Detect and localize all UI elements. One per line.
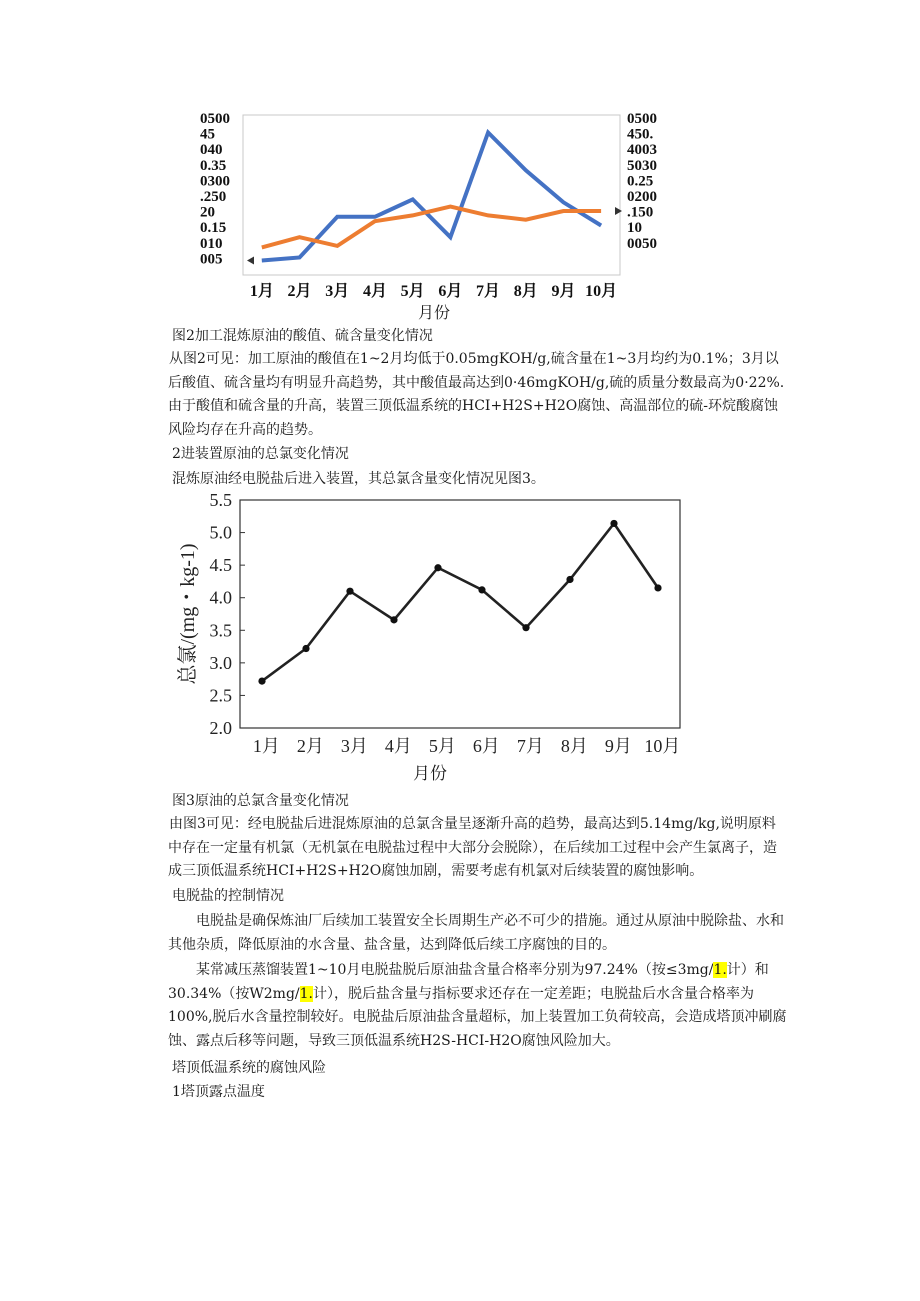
paragraph-1: 从图2可见：加工原油的酸值在1~2月均低于0.05mgKOH/g,硫含量在1~3月均约为0.1%；3月以后酸值、硫含量均有明显升高趋势，其中酸值最高达到0·46mgKOH/g,硫的质量分数最高为0·22%.由于酸值和硫含量的升高，装置三顶低温系统的HCI+H2S+H2O腐蚀、高温部位的硫-环烷酸腐蚀风险均存在升高的趋势。 [168,351,785,438]
fig3-data-point [522,624,529,631]
fig3-series-line [262,524,658,682]
heading-section-2: 2进装置原油的总氯变化情况 [172,446,349,462]
fig3-data-point [346,588,353,595]
fig2-right-tick-label: 0500 [627,111,657,127]
fig3-y-tick-label: 4.0 [209,587,232,608]
fig3-y-tick-label: 3.0 [209,652,232,673]
fig3-data-point [302,645,309,652]
fig3-y-tick-label: 5.0 [209,522,232,543]
fig3-x-tick-label: 10月 [644,736,681,756]
fig3-x-tick-label: 8月 [560,736,588,756]
heading-electric-desalting: 电脱盐的控制情况 [172,888,284,904]
fig2-left-tick-label: 010 [200,235,223,252]
fig2-right-arrow [615,207,622,215]
fig2-left-tick-label: 0.15 [200,220,227,237]
fig3-y-tick-label: 2.0 [209,718,232,738]
figure-2-xlabel: 月份 [418,303,451,322]
paragraph-4: 电脱盐是确保炼油厂后续加工装置安全长周期生产必不可少的措施。通过从原油中脱除盐、水和其他杂质，降低原油的水含量、盐含量，达到降低后续工序腐蚀的目的。 [168,913,784,953]
fig2-left-tick-label: 0300 [200,173,230,190]
fig2-right-tick-label: .150 [627,204,654,221]
fig3-x-tick-label: 9月 [604,736,632,756]
fig2-right-tick-label: 0200 [627,189,657,205]
paragraph-3: 由图3可见：经电脱盐后进混炼原油的总氯含量呈逐渐升高的趋势，最高达到5.14mg/kg,说明原料中存在一定量有机氯（无机氯在电脱盐过程中大部分会脱除），在后续加工过程中会产生氯离子，造成三顶低温系统HCI+H2S+H2O腐蚀加剧，需要考虑有机氯对后续装置的腐蚀影响。 [168,816,777,879]
fig2-series-sulfur_content [262,207,601,248]
figure-2-caption: 图2加工混炼原油的酸值、硫含量变化情况 [172,328,433,344]
heading-dew-point: 1塔顶露点温度 [172,1084,265,1100]
highlight-2: 1. [299,985,313,1002]
fig2-x-tick-label: 10月 [585,283,618,300]
fig3-y-tick-label: 4.5 [209,555,232,576]
fig3-y-tick-label: 3.5 [209,620,232,641]
fig3-x-tick-label: 4月 [384,736,412,756]
fig3-y-tick-label: 2.5 [209,685,232,706]
figure-2-chart [190,100,690,325]
highlight-1: 1. [713,962,727,978]
fig3-x-tick-label: 3月 [340,736,368,756]
fig2-left-tick-label: 0500 [200,111,230,127]
fig2-x-tick-label: 4月 [362,283,387,300]
fig3-y-tick-label: 5.5 [209,490,232,510]
fig3-x-tick-label: 5月 [428,736,456,756]
fig2-x-tick-label: 1月 [249,283,274,300]
fig2-right-tick-label: 450. [627,126,654,143]
fig3-data-point [610,520,617,527]
paragraph-5-part1: 某常减压蒸馏装置1~10月电脱盐脱后原油盐含量合格率分别为97.24%（按≤3mg/ [196,962,714,978]
fig2-x-tick-label: 5月 [400,283,425,300]
heading-tower-top-corrosion: 塔顶低温系统的腐蚀风险 [172,1060,326,1076]
fig3-x-tick-label: 7月 [516,736,544,756]
fig2-x-tick-label: 8月 [513,283,538,300]
fig2-x-tick-label: 6月 [438,283,463,300]
fig2-right-tick-label: 10 [627,220,642,237]
fig2-right-tick-label: 0050 [627,235,657,252]
fig2-x-tick-label: 7月 [476,283,501,300]
fig3-data-point [390,616,397,623]
fig2-left-tick-label: 45 [200,126,215,143]
fig2-left-arrow [247,256,254,264]
paragraph-2: 混炼原油经电脱盐后进入装置，其总氯含量变化情况见图3。 [172,471,545,487]
fig3-data-point [434,564,441,571]
fig2-left-tick-label: 20 [200,204,215,221]
fig3-data-point [566,576,573,583]
fig3-data-point [654,584,661,591]
fig2-x-tick-label: 9月 [551,283,576,300]
fig2-left-tick-label: 040 [200,142,223,159]
fig3-x-tick-label: 2月 [296,736,324,756]
fig2-right-tick-label: 4003 [627,142,657,159]
paragraph-5-part3: 计），脱后盐含量与指标要求还存在一定差距；电脱盐后水含量合格率为100%,脱后水含量控制较好。电脱盐后原油盐含量超标，加上装置加工负荷较高，会造成塔顶冲刷腐蚀、露点后移等问题，导致三顶低温系统H2S-HCI-H2O腐蚀风险加大。 [168,985,787,1049]
fig2-left-tick-label: 0.35 [200,157,227,174]
fig2-left-tick-label: 005 [200,251,223,268]
paragraph-5-part2: 计）和30.34%（按W2mg/ [168,962,769,1002]
fig3-data-point [258,677,265,684]
figure-3-chart [168,490,708,780]
fig3-data-point [478,586,485,593]
fig3-x-tick-label: 1月 [252,736,280,756]
fig3-x-tick-label: 6月 [472,736,500,756]
fig2-x-tick-label: 2月 [287,283,312,300]
figure-3-caption: 图3原油的总氯含量变化情况 [172,793,349,809]
figure-3-xlabel: 月份 [413,764,447,784]
paragraph-5 [168,959,788,1053]
fig2-right-tick-label: 0.25 [627,173,654,190]
fig2-left-tick-label: .250 [200,189,227,205]
fig2-right-tick-label: 5030 [627,157,657,174]
fig2-x-tick-label: 3月 [325,283,350,300]
figure-3-ylabel: 总氯/(mg・kg-1) [177,543,199,685]
